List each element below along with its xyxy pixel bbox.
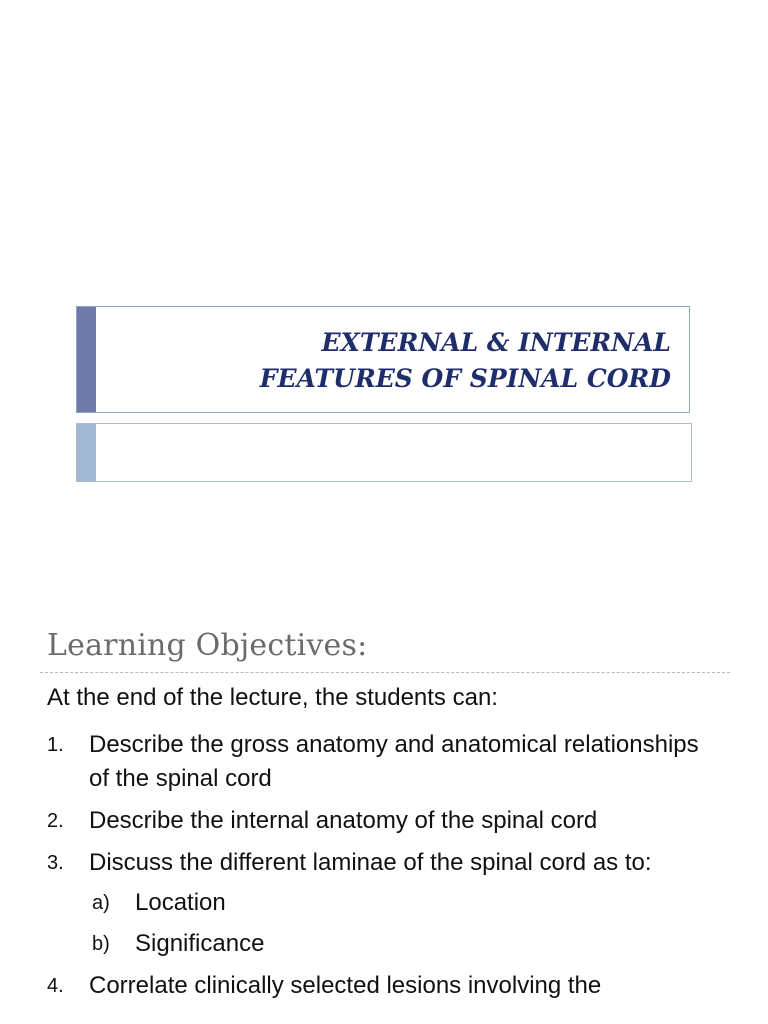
objective-item [47, 804, 707, 838]
objective-number: 3. [47, 852, 64, 874]
heading-divider [40, 672, 730, 673]
objective-number: 4. [47, 975, 64, 997]
objectives-intro: At the end of the lecture, the students can: [47, 684, 498, 711]
subtitle-box [76, 423, 692, 482]
objectives-slide [0, 576, 768, 1024]
title-accent-bar [77, 307, 96, 412]
objective-number: 1. [47, 734, 64, 756]
objectives-list [47, 728, 707, 1011]
objectives-heading: Learning Objectives: [47, 628, 368, 663]
objective-item [47, 969, 707, 1003]
sub-objective-text: Location [135, 889, 226, 916]
objective-item [47, 728, 707, 796]
slide-title: EXTERNAL & INTERNAL FEATURES OF SPINAL CORD [259, 328, 671, 393]
sub-objective-item [89, 886, 707, 920]
objective-text: Discuss the different laminae of the spinal cord as to: [89, 849, 652, 876]
objective-item [47, 846, 707, 961]
objective-text: Describe the internal anatomy of the spinal cord [89, 807, 598, 834]
subtitle-accent-bar [77, 424, 96, 481]
objective-number: 2. [47, 810, 64, 832]
title-box [76, 306, 690, 413]
objective-text: Describe the gross anatomy and anatomical relationships of the spinal cord [89, 731, 699, 792]
objective-text: Correlate clinically selected lesions involving the [89, 972, 602, 999]
sub-objective-item [89, 927, 707, 961]
objective-sublist [89, 886, 707, 961]
sub-objective-text: Significance [135, 930, 265, 957]
sub-objective-letter: b) [92, 933, 110, 955]
sub-objective-letter: a) [92, 892, 110, 914]
